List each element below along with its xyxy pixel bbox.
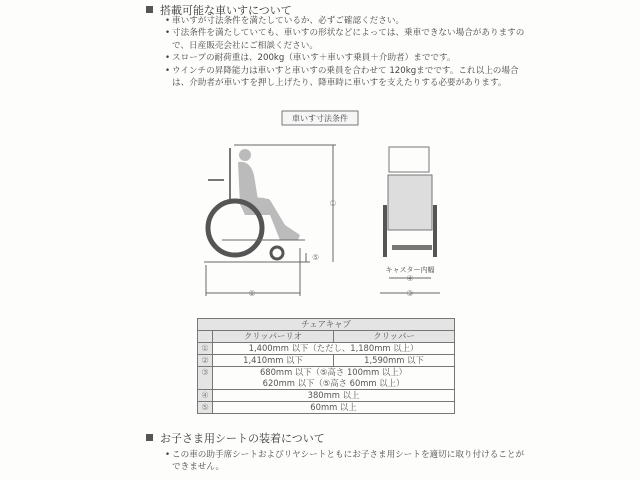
table-row	[198, 343, 455, 355]
empty-cell	[198, 331, 213, 343]
dim5-label: ⑤	[312, 253, 320, 262]
cell: 380mm 以上	[213, 390, 455, 402]
table-row	[198, 355, 455, 367]
cell	[213, 367, 455, 390]
table-row	[198, 402, 455, 414]
section-heading-child-seat	[146, 430, 325, 446]
table-row	[198, 367, 455, 390]
table-row	[198, 390, 455, 402]
dim1-label: ①	[329, 199, 337, 208]
bullet-square-icon	[146, 434, 153, 441]
cell: 60mm 以上	[213, 402, 455, 414]
note: • 寸法条件を満たしていても、車いすの形状などによっては、乗車できない場合がありますので、日産販売会社にご相談ください。	[165, 27, 525, 52]
heading-text: 搭載可能な車いすについて	[160, 4, 292, 17]
dimension-table	[197, 318, 455, 414]
wheelchair-front-view-icon	[383, 147, 437, 257]
note: • 車いすが寸法条件を満たしているか、必ずご確認ください。	[165, 15, 525, 27]
col-header: クリッパーリオ	[213, 331, 334, 343]
row-number: ④	[198, 390, 213, 402]
dim2-label: ②	[248, 289, 256, 298]
cell: 1,590mm 以下	[333, 355, 454, 367]
dim4-label: ④	[406, 274, 414, 283]
row-number: ②	[198, 355, 213, 367]
caster-width-label: キャスター内幅	[385, 266, 435, 274]
wheelchair-side-view-icon	[204, 148, 310, 262]
diagram-title: 車いす寸法条件	[292, 114, 348, 123]
note: • スロープの耐荷重は、200kg（車いす＋車いす乗員＋介助者）までです。	[165, 52, 525, 64]
note: • ウインチの昇降能力は車いすと車いすの乗員を合わせて 120kgまでです。これ以上の場合は、介助者が車いすを押し上げたり、降車時に車いすを支えたりする必要があります。	[165, 65, 525, 90]
col-header: クリッパー	[333, 331, 454, 343]
cell: 1,410mm 以下	[213, 355, 334, 367]
cell-line: 620mm 以下（⑤高さ 60mm 以上）	[262, 378, 405, 388]
dim3-label: ③	[406, 289, 414, 298]
note: • この車の助手席シートおよびリヤシートともにお子さま用シートを適切に取り付けることができません。	[165, 449, 525, 474]
row-number: ③	[198, 367, 213, 390]
row-number: ⑤	[198, 402, 213, 414]
cell-line: 680mm 以下（⑤高さ 100mm 以上）	[259, 367, 408, 377]
child-seat-notes	[165, 449, 525, 474]
row-number: ①	[198, 343, 213, 355]
cell: 1,400mm 以下（ただし、1,180mm 以上）	[213, 343, 455, 355]
heading-text: お子さま用シートの装着について	[160, 432, 325, 445]
table-title: チェアキャブ	[198, 319, 455, 331]
